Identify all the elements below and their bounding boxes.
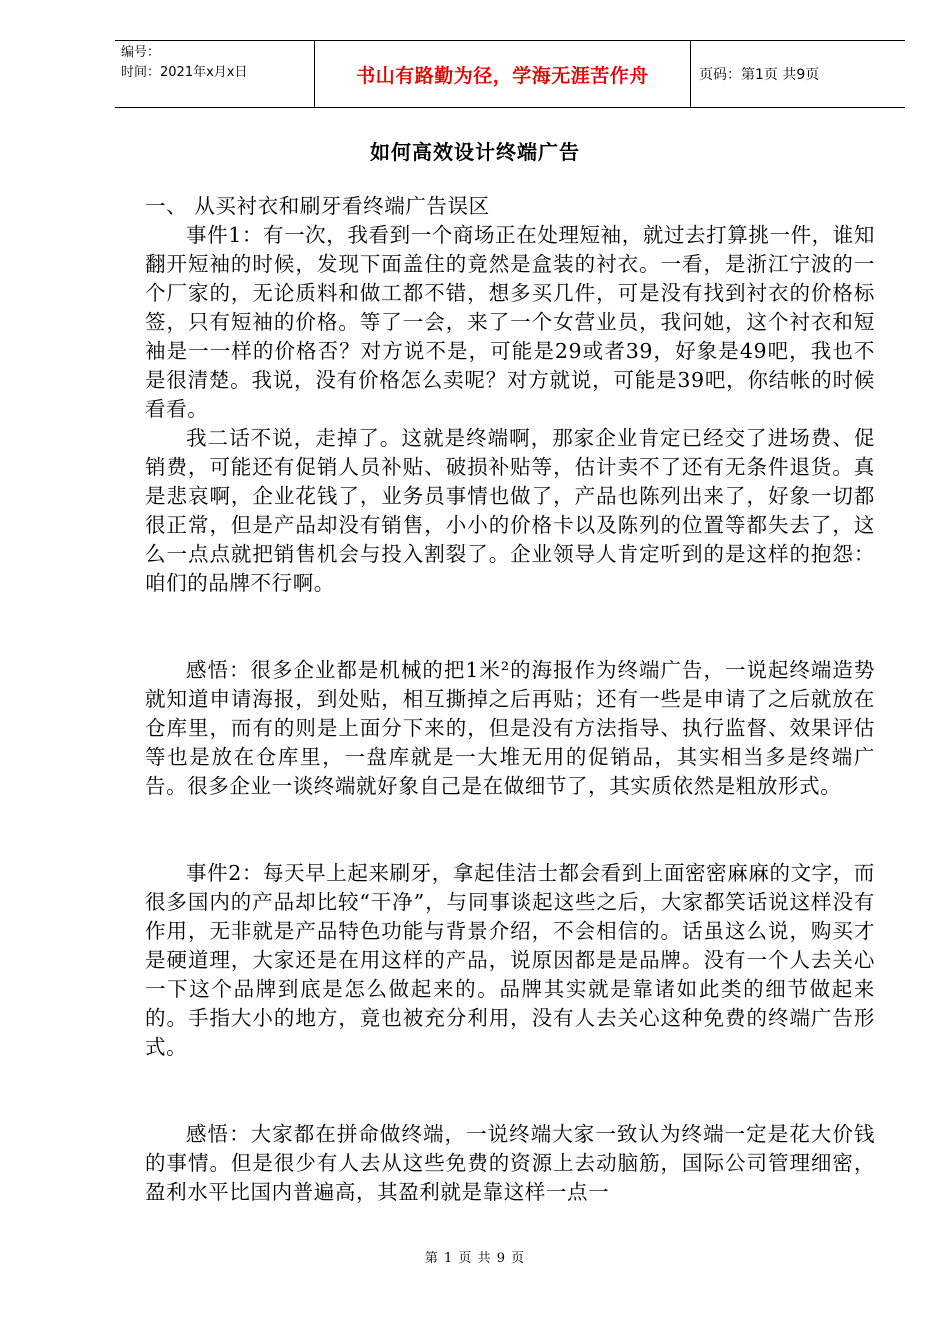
paragraph-event-1: 事件1：有一次，我看到一个商场正在处理短袖，就过去打算挑一件，谁知翻开短袖的时候，发现下面盖住的竟然是盒装的衬衣。一看，是浙江宁波的一个厂家的，无论质料和做工都不错，想多买几件，可是没有找到衬衣的价格标签，只有短袖的价格。等了一会，来了一个女营业员，我问她，这个衬衣和短袖是一一样的价格否？对方说不是，可能是29或者39，好象是49吧，我也不是很清楚。我说，没有价格怎么卖呢？对方就说，可能是39吧，你结帐的时候看看。: [145, 223, 875, 421]
header-page-number: 页码：第1页 共9页: [699, 67, 820, 83]
paragraph-event-2: 事件2：每天早上起来刷牙，拿起佳洁士都会看到上面密密麻麻的文字，而很多国内的产品却比较“干净”，与同事谈起这些之后，大家都笑话说这样没有作用，无非就是产品特色功能与背景介绍，不会相信的。话虽这么说，购买才是硬道理，大家还是在用这样的产品，说原因都是是品牌。没有一个人去关心一下这个品牌到底是怎么做起来的。品牌其实就是靠诸如此类的细节做起来的。手指大小的地方，竟也被充分利用，没有人去关心这种免费的终端广告形式。: [145, 861, 875, 1059]
document-body: [145, 192, 875, 1207]
paragraph-gap: [145, 801, 875, 859]
page-header: [115, 40, 905, 108]
document-title: 如何高效设计终端广告: [370, 140, 580, 164]
paragraph-gap: [145, 598, 875, 656]
paragraph-event-1-continued: 我二话不说，走掉了。这就是终端啊，那家企业肯定已经交了进场费、促销费，可能还有促销人员补贴、破损补贴等，估计卖不了还有无条件退货。真是悲哀啊，企业花钱了，业务员事情也做了，产品也陈列出来了，好象一切都很正常，但是产品却没有销售，小小的价格卡以及陈列的位置等都失去了，这么一点点就把销售机会与投入割裂了。企业领导人肯定听到的是这样的抱怨：咱们的品牌不行啊。: [145, 426, 875, 595]
document-number-label: 编号：: [121, 45, 161, 60]
document-time-label: 时间：2021年x月x日: [121, 65, 248, 80]
paragraph-gap: [145, 1062, 875, 1120]
header-meta: [115, 41, 315, 107]
paragraph-insight-1: 感悟：很多企业都是机械的把1米²的海报作为终端广告，一说起终端造势就知道申请海报，到处贴，相互撕掉之后再贴；还有一些是申请了之后就放在仓库里，而有的则是上面分下来的，但是没有方法指导、执行监督、效果评估等也是放在仓库里，一盘库就是一大堆无用的促销品，其实相当多是终端广告。很多企业一谈终端就好象自己是在做细节了，其实质依然是粗放形式。: [145, 658, 875, 798]
paragraph-insight-2: 感悟：大家都在拼命做终端，一说终端大家一致认为终端一定是花大价钱的事情。但是很少有人去从这些免费的资源上去动脑筋，国际公司管理细密，盈利水平比国内普遍高，其盈利就是靠这样一点一: [145, 1122, 875, 1204]
page-footer: 第 1 页 共 9 页: [424, 1251, 526, 1266]
section-heading: 一、 从买衬衣和刷牙看终端广告误区: [145, 194, 490, 218]
header-motto: 书山有路勤为径，学海无涯苦作舟: [315, 41, 691, 107]
